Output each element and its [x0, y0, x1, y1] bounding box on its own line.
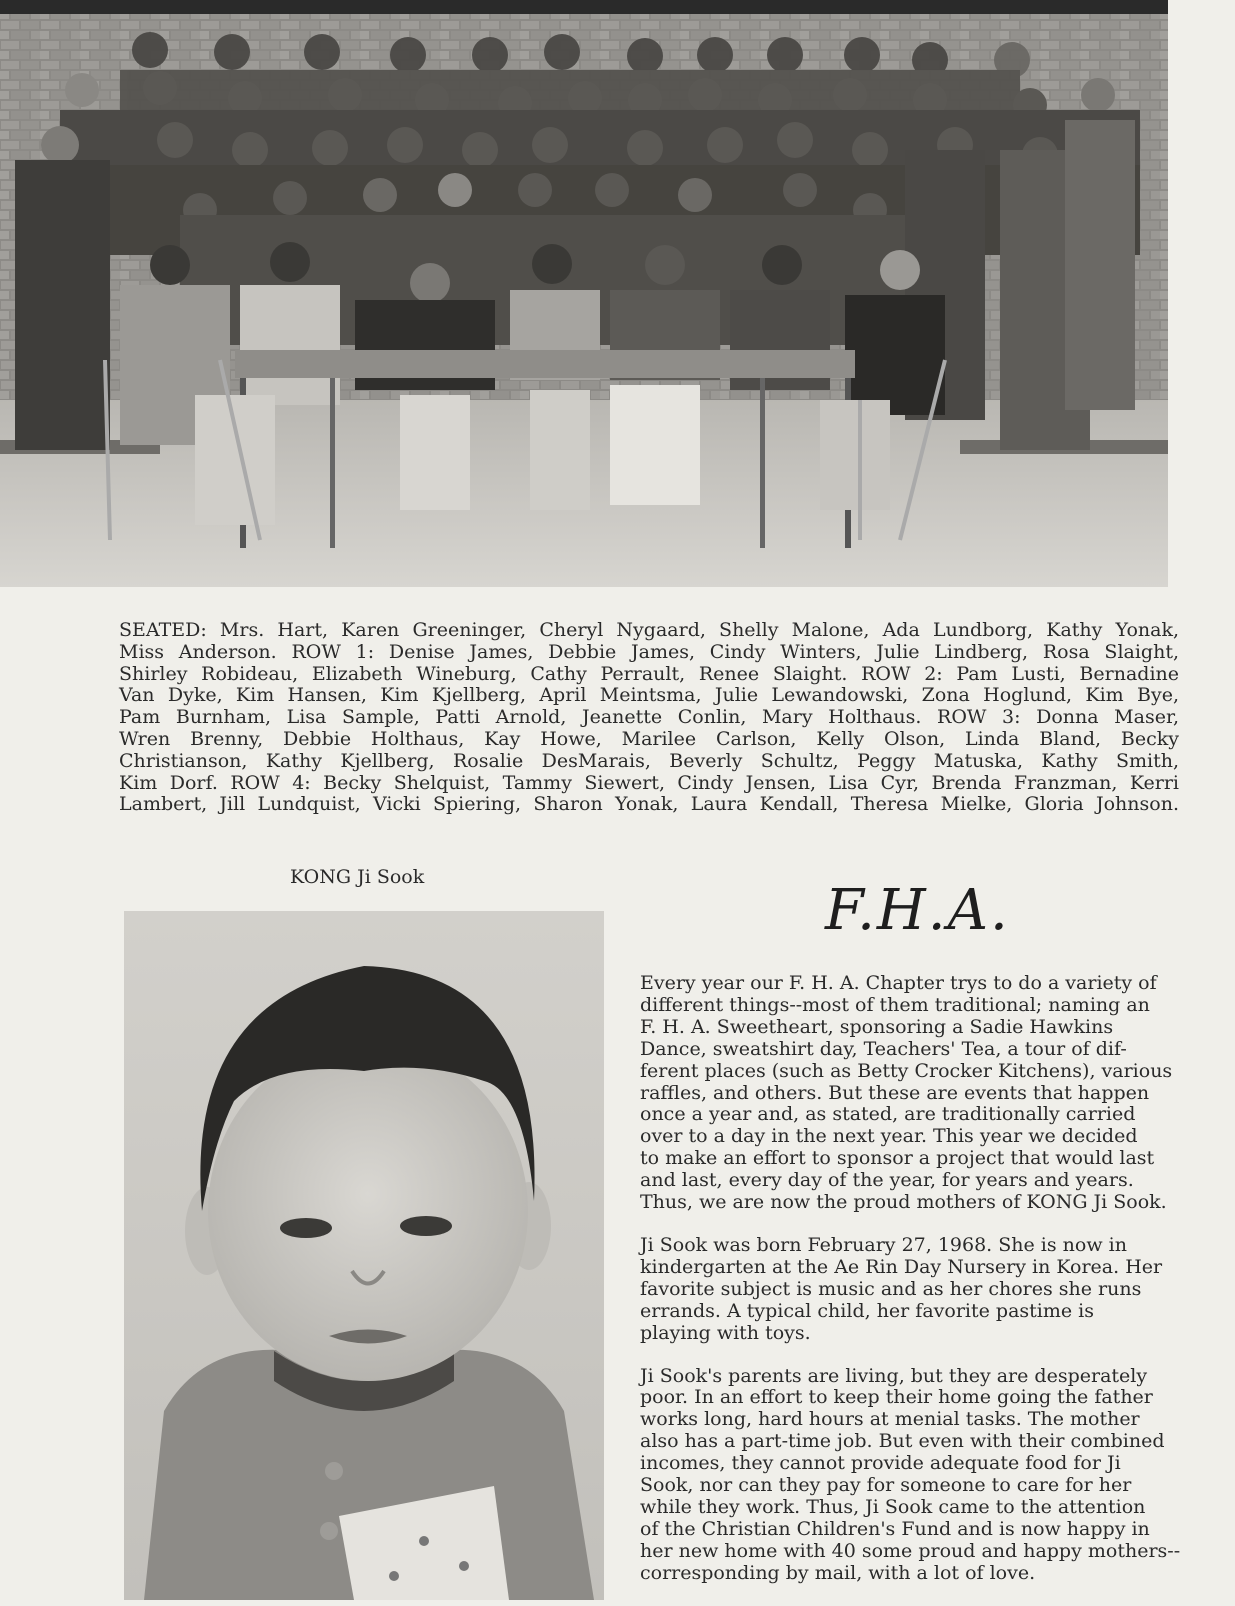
article-line: raffles, and others. But these are events that happen [640, 1081, 1150, 1104]
article-line: errands. A typical child, her favorite pastime is [640, 1299, 1094, 1322]
article-line: F. H. A. Sweetheart, sponsoring a Sadie Hawkins [640, 1015, 1114, 1038]
portrait-illustration [124, 911, 604, 1600]
article-line: Sook, nor can they pay for someone to care for her [640, 1474, 1132, 1497]
article-line: Ji Sook's parents are living, but they are desperately [640, 1364, 1148, 1387]
caption-line: Shirley Robideau, Elizabeth Wineburg, Cathy Perrault, Renee Slaight. ROW 2: Pam Lusti, Bernadine [119, 662, 1179, 685]
caption-line: SEATED: Mrs. Hart, Karen Greeninger, Cheryl Nygaard, Shelly Malone, Ada Lundborg, Kathy Yonak, [119, 619, 1179, 641]
article-line: her new home with 40 some proud and happy mothers-- [640, 1539, 1181, 1562]
article-line: favorite subject is music and as her chores she runs [640, 1277, 1142, 1300]
article-line: while they work. Thus, Ji Sook came to the attention [640, 1495, 1146, 1518]
article-line: Every year our F. H. A. Chapter trys to do a variety of [640, 972, 1157, 994]
article-line: incomes, they cannot provide adequate food for Ji [640, 1452, 1121, 1475]
article-line: once a year and, as stated, are traditionally carried [640, 1103, 1136, 1126]
caption-line: Pam Burnham, Lisa Sample, Patti Arnold, Jeanette Conlin, Mary Holthaus. ROW 3: Donna Maser, [119, 706, 1179, 729]
article-line: Thus, we are now the proud mothers of KONG Ji Sook. [640, 1191, 1167, 1214]
article-line: over to a day in the next year. This year we decided [640, 1125, 1138, 1148]
page-title: F.H.A. [825, 878, 1010, 943]
article-paragraph [640, 1235, 1200, 1345]
article-line: playing with toys. [640, 1321, 811, 1344]
caption-line: Kim Dorf. ROW 4: Becky Shelquist, Tammy Siewert, Cindy Jensen, Lisa Cyr, Brenda Franzman, Kerri [119, 771, 1179, 794]
caption-line: Lambert, Jill Lundquist, Vicki Spiering, Sharon Yonak, Laura Kendall, Theresa Mielke, Gloria Johnson. [119, 793, 1179, 816]
article-line: ferent places (such as Betty Crocker Kitchens), various [640, 1059, 1173, 1082]
article-line: Dance, sweatshirt day, Teachers' Tea, a tour of dif- [640, 1037, 1127, 1060]
article-paragraph [640, 1366, 1200, 1585]
caption-line: Miss Anderson. ROW 1: Denise James, Debbie James, Cindy Winters, Julie Lindberg, Rosa Slaight, [119, 640, 1179, 663]
article-line: works long, hard hours at menial tasks. The mother [640, 1408, 1140, 1431]
article-line: poor. In an effort to keep their home going the father [640, 1386, 1153, 1409]
article-line: to make an effort to sponsor a project that would last [640, 1147, 1155, 1170]
article-line: kindergarten at the Ae Rin Day Nursery in Korea. Her [640, 1255, 1163, 1278]
group-photo-illustration [0, 0, 1168, 587]
article-paragraph [640, 973, 1200, 1214]
article-line: corresponding by mail, with a lot of love. [640, 1561, 1036, 1584]
caption-line: Van Dyke, Kim Hansen, Kim Kjellberg, April Meintsma, Julie Lewandowski, Zona Hoglund, Kim Bye, [119, 684, 1179, 707]
portrait-label: KONG Ji Sook [290, 866, 425, 888]
article-line: Ji Sook was born February 27, 1968. She is now in [640, 1233, 1127, 1256]
caption-line: Christianson, Kathy Kjellberg, Rosalie DesMarais, Beverly Schultz, Peggy Matuska, Kathy Smith, [119, 749, 1179, 772]
article-line: of the Christian Children's Fund and is now happy in [640, 1517, 1150, 1540]
article-line: also has a part-time job. But even with their combined [640, 1430, 1165, 1453]
article-body [640, 973, 1200, 1606]
article-line: different things--most of them traditional; naming an [640, 993, 1150, 1016]
article-line: and last, every day of the year, for years and years. [640, 1169, 1134, 1192]
group-photo [0, 0, 1168, 587]
caption-line: Wren Brenny, Debbie Holthaus, Kay Howe, Marilee Carlson, Kelly Olson, Linda Bland, Becky [119, 727, 1179, 750]
photo-caption [119, 620, 1179, 816]
portrait-photo [124, 911, 604, 1600]
